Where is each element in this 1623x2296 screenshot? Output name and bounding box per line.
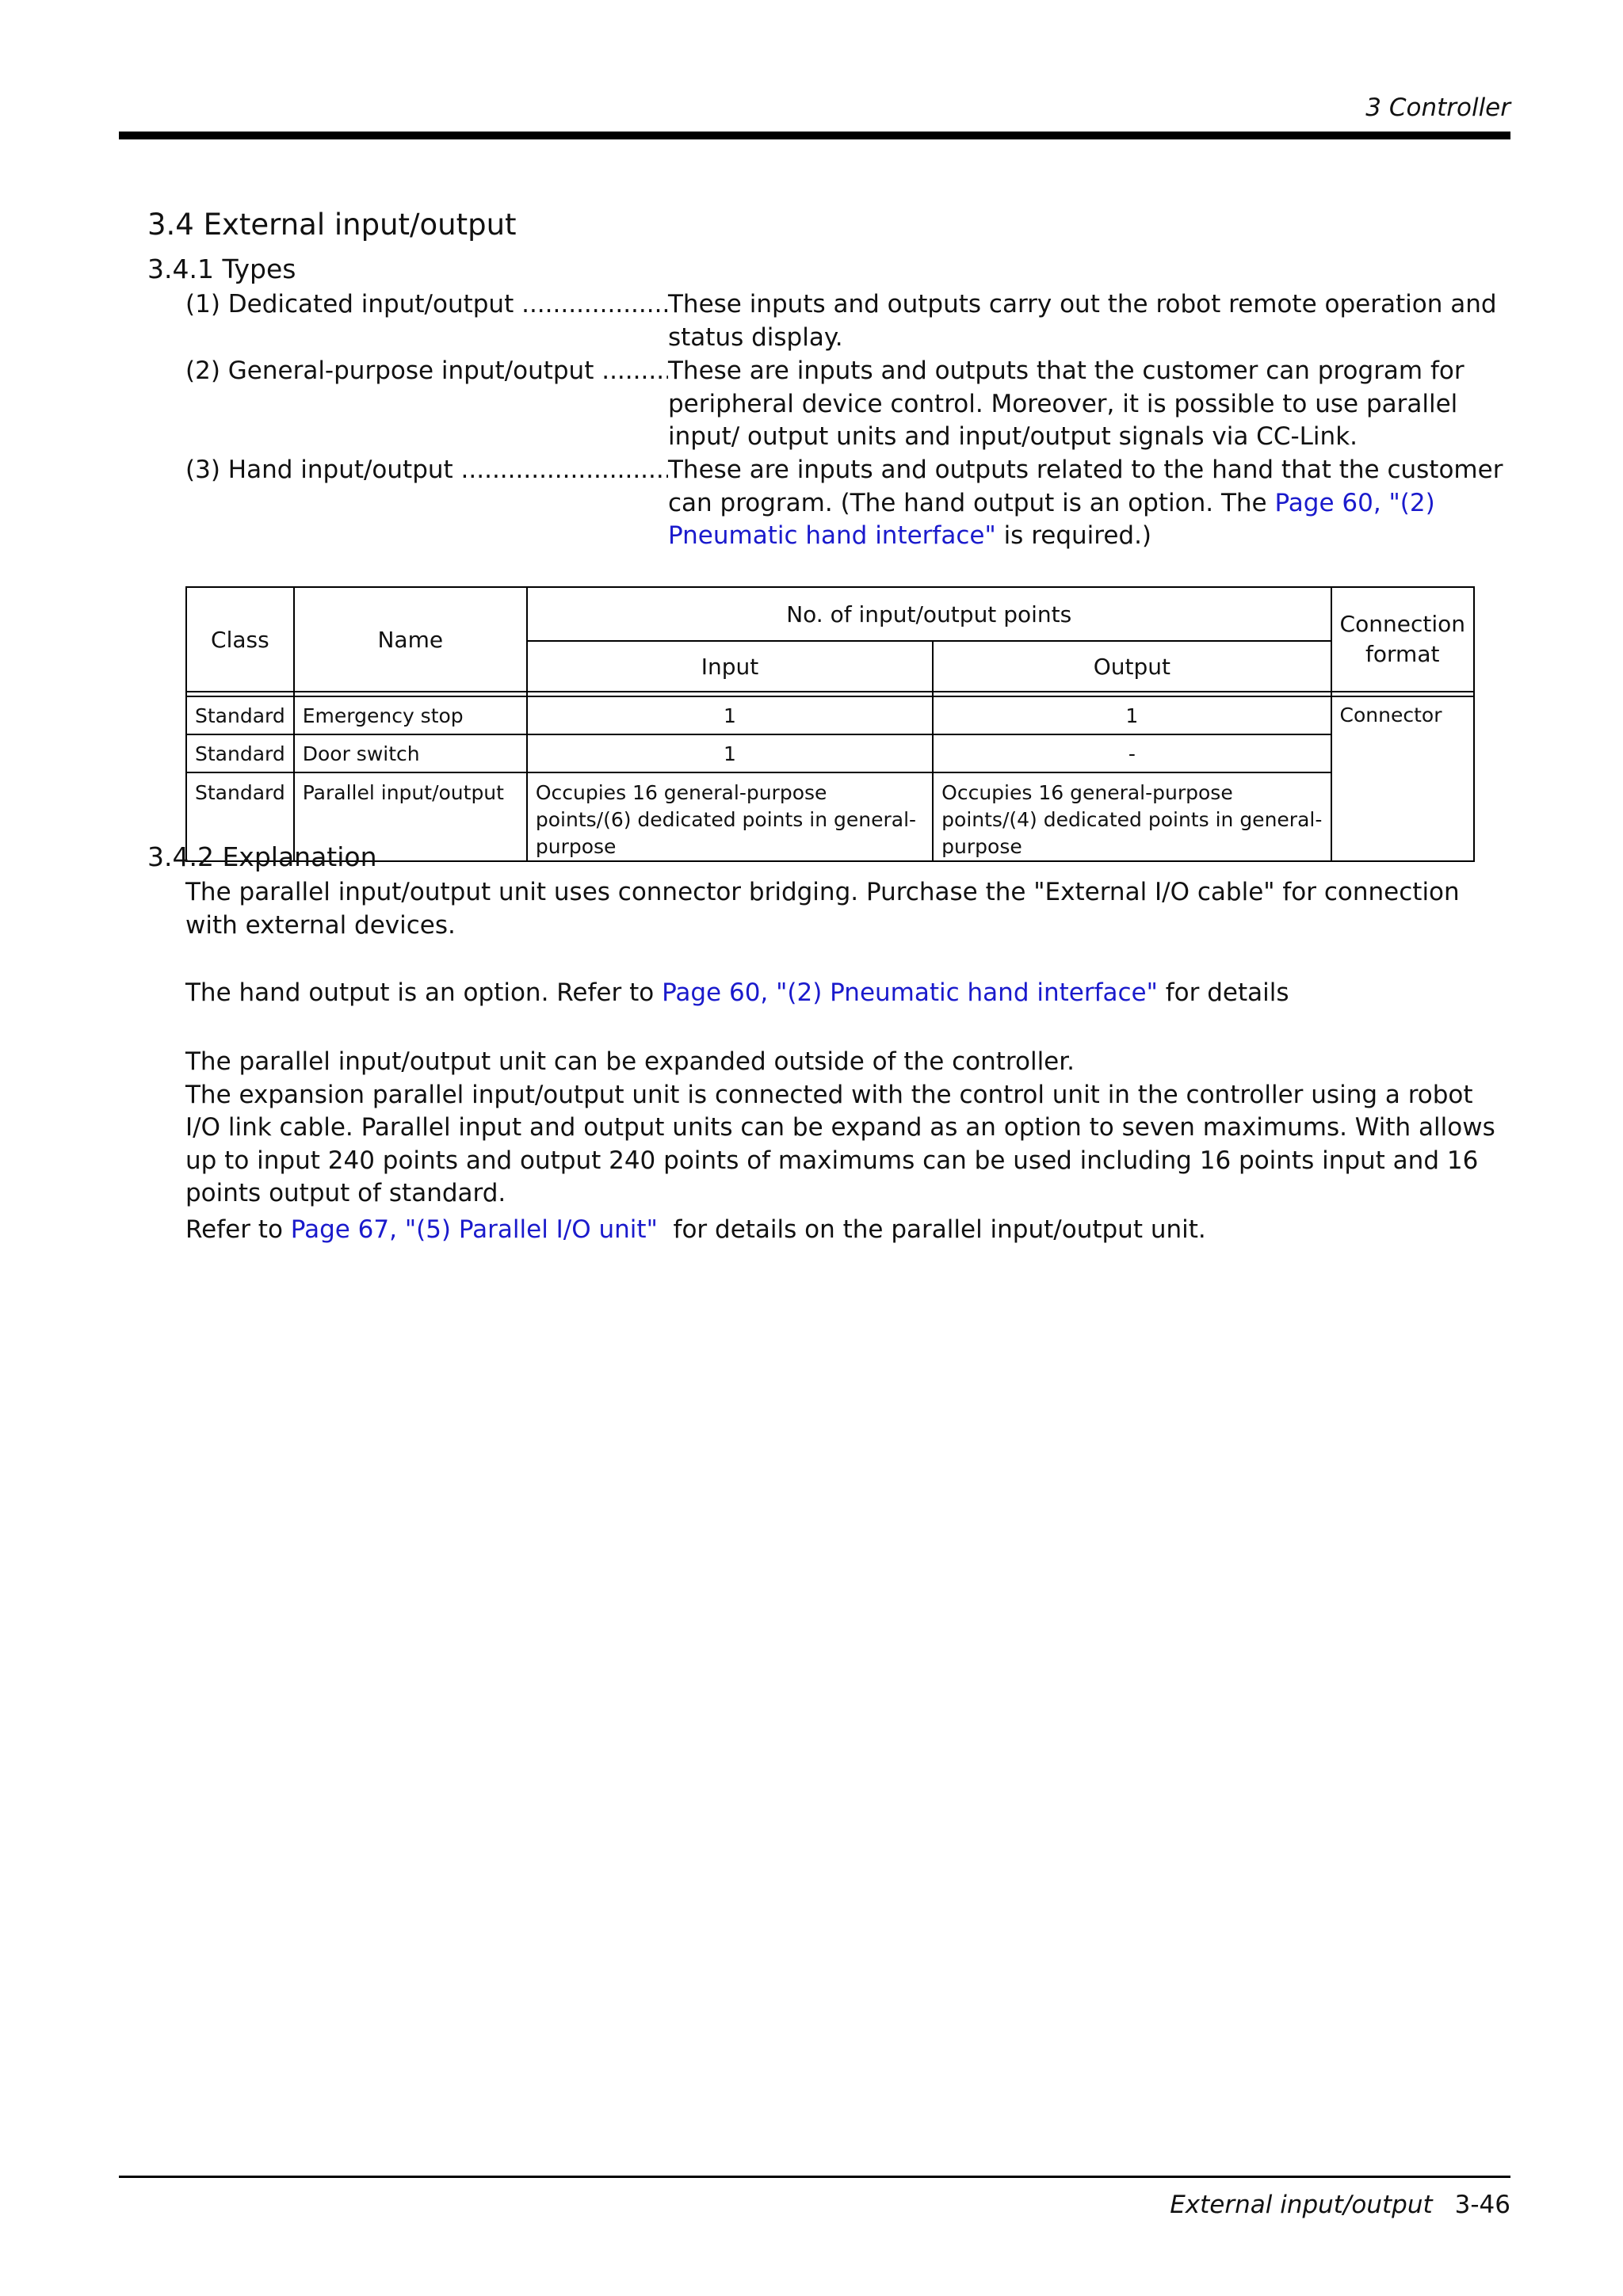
subsection-title-explanation: 3.4.2 Explanation — [147, 841, 377, 872]
header-name: Name — [294, 587, 527, 692]
page-number: 3-46 — [1454, 2191, 1510, 2219]
footer-rule — [119, 2176, 1510, 2178]
explanation-paragraph-2 — [185, 977, 1501, 1010]
explanation-paragraph-1: The parallel input/output unit uses connector bridging. Purchase the "External I/O cable" for connection with external devices. — [185, 878, 1460, 940]
table-row — [186, 772, 1474, 861]
cell-connection: Connector — [1331, 696, 1474, 861]
type-item-label: (3) Hand input/output ..... — [185, 454, 669, 487]
page-footer — [1170, 2191, 1510, 2219]
cell-class: Standard — [186, 696, 294, 734]
paragraph-line: The parallel input/output unit can be expanded outside of the controller. — [185, 1047, 1075, 1076]
table-row — [186, 734, 1474, 772]
cell-input: 1 — [527, 696, 933, 734]
pneumatic-hand-interface-link[interactable]: Page 60, "(2) Pneumatic hand interface" — [662, 978, 1158, 1007]
table-row — [186, 696, 1474, 734]
description-text: These are inputs and outputs related to the hand that the customer can program. (The hand output is an option. The — [668, 456, 1503, 517]
subsection-title-types: 3.4.1 Types — [147, 254, 296, 284]
cell-output: - — [933, 734, 1331, 772]
type-item-label: (1) Dedicated input/output ..... — [185, 288, 669, 322]
cell-output: Occupies 16 general-purpose points/(4) dedicated points in general-purpose — [933, 772, 1331, 861]
paragraph-text: for details — [1157, 978, 1289, 1007]
paragraph-line: The expansion parallel input/output unit is connected with the control unit in the controller using a robot I/O link cable. Parallel input and output units can be expand as an option to seven maximums. With allows up to input 240 points and output 240 points of maximums can be used including 16 points input and 16 points output of standard. — [185, 1080, 1495, 1207]
paragraph-text: for details on the parallel input/output unit. — [657, 1215, 1206, 1244]
pneumatic-hand-interface-link[interactable]: Page 60, "(2) Pneumatic hand interface" — [668, 488, 1435, 550]
cell-input: 1 — [527, 734, 933, 772]
description-text: is required.) — [995, 521, 1152, 550]
section-title: 3.4 External input/output — [147, 208, 517, 242]
cell-output: 1 — [933, 696, 1331, 734]
header-input: Input — [527, 641, 933, 692]
header-points: No. of input/output points — [527, 587, 1331, 641]
cell-class: Standard — [186, 772, 294, 861]
paragraph-text: Refer to — [185, 1215, 291, 1244]
explanation-paragraph-3 — [185, 1046, 1501, 1211]
footer-title: External input/output — [1170, 2191, 1433, 2219]
explanation-paragraph-4 — [185, 1214, 1501, 1247]
cell-name: Emergency stop — [294, 696, 527, 734]
cell-input: Occupies 16 general-purpose points/(6) dedicated points in general-purpose — [527, 772, 933, 861]
io-points-table — [185, 586, 1475, 862]
type-item-description: These are inputs and outputs that the customer can program for peripheral device control. Moreover, it is possible to use parallel input/ output units and input/output signals via CC-Link. — [668, 355, 1508, 454]
parallel-io-unit-link[interactable]: Page 67, "(5) Parallel I/O unit" — [290, 1215, 658, 1244]
type-item-label: (2) General-purpose input/output ..... — [185, 355, 669, 388]
header-connection: Connection format — [1331, 587, 1474, 692]
header-class: Class — [186, 587, 294, 692]
header-rule — [119, 132, 1510, 139]
running-header: 3 Controller — [1365, 93, 1510, 122]
paragraph-text: The hand output is an option. Refer to — [185, 978, 663, 1007]
header-output: Output — [933, 641, 1331, 692]
cell-name: Parallel input/output — [294, 772, 527, 861]
cell-class: Standard — [186, 734, 294, 772]
cell-name: Door switch — [294, 734, 527, 772]
type-item-description — [668, 454, 1508, 553]
type-item-description: These inputs and outputs carry out the robot remote operation and status display. — [668, 288, 1508, 354]
